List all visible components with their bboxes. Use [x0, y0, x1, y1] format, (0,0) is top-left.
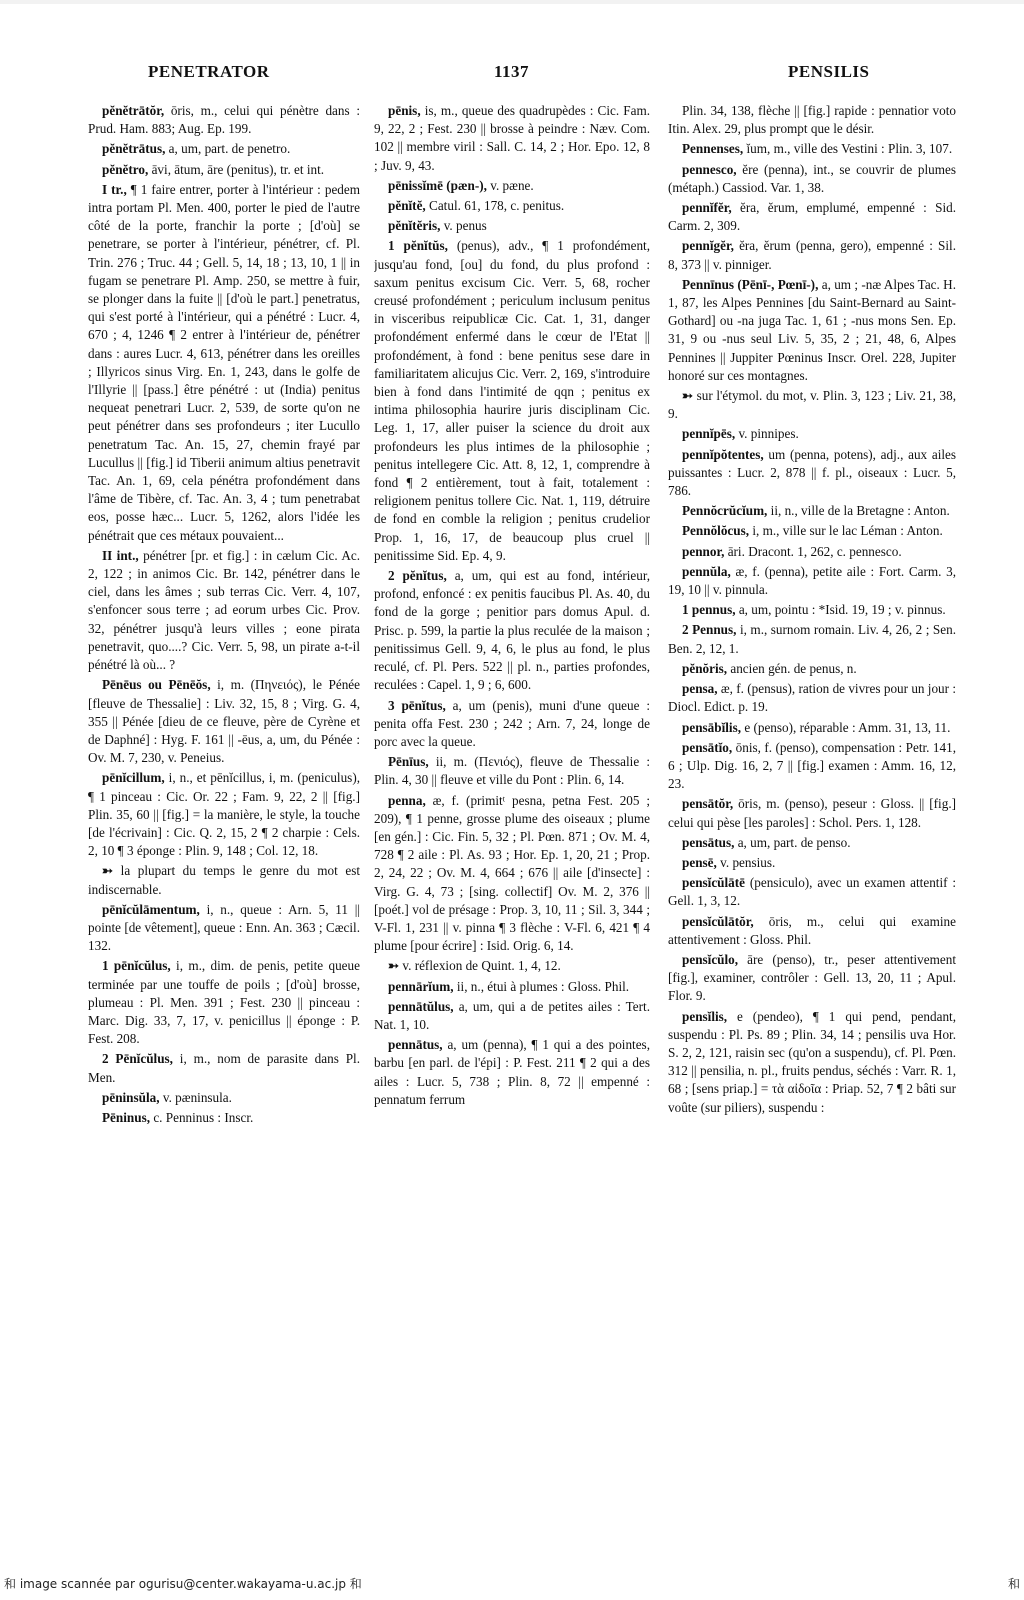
dictionary-entry — [668, 161, 956, 197]
entry-definition: a, um, part. de penetro. — [168, 141, 291, 157]
entry-headword: 2 Pēnĭcŭlus, — [102, 1051, 173, 1067]
entry-definition: pénétrer [pr. et fig.] : in cælum Cic. Ac. 2, 122 ; in animos Cic. Br. 142, pénétrer dans le ciel, dans les âmes ; sub terras Cic. Verr. 4, 107, s'enfoncer sous terre ; ad eorum urbes Cic. Prov. 32, pénétrer jusqu'à leurs villes ; eone pirata penetravit, quo....? Cic. Verr. 5, 98, un pirate a-t-il pénétré là où... ? — [88, 547, 360, 673]
entry-headword: pennŭla, — [682, 563, 731, 579]
entry-definition: ancien gén. de penus, n. — [730, 660, 857, 676]
entry-headword: pennĭpŏtentes, — [682, 446, 764, 462]
scan-mark: 和 — [1007, 1577, 1020, 1591]
dictionary-entry — [88, 102, 360, 138]
entry-definition: a, um, qui est au fond, intérieur, profond, enfoncé : ex penitis faucibus Pl. As. 40, du fond de la gorge ; penitior pars domus Apul. d. Prisc. p. 599, la partie la plus reculée de la maison ; penitissimus Gell. 9, 4, 6, le plus au fond, le plus reculé, cf. Pl. Pers. 522 || pl. n., parties profondes, reculées : Capel. 1, 9 ; 6, 600. — [374, 568, 650, 693]
entry-headword: pennesco, — [682, 161, 737, 177]
dictionary-entry — [668, 543, 956, 561]
entry-headword: ➳ — [102, 863, 114, 879]
entry-definition: a, um, qui a de petites ailes : Tert. Nat. 1, 10. — [374, 998, 650, 1032]
entry-headword: pennātus, — [388, 1037, 443, 1053]
dictionary-entry — [88, 901, 360, 956]
dictionary-entry — [88, 1089, 360, 1107]
dictionary-entry — [88, 1050, 360, 1086]
dictionary-entry — [88, 181, 360, 545]
dictionary-entry — [374, 998, 650, 1034]
dictionary-entry — [668, 425, 956, 443]
dictionary-entry — [668, 140, 956, 158]
entry-headword: pensĭcŭlo, — [682, 951, 739, 967]
entry-headword: Pennīnus (Pēnī-, Pœnī-), — [682, 276, 819, 292]
entry-definition: ōris, m., celui qui pénètre dans : Prud. Ham. 883; Aug. Ep. 199. — [88, 103, 360, 137]
entry-definition: ĕre (penna), int., se couvrir de plumes (métaph.) Cassiod. Var. 1, 38. — [668, 161, 956, 195]
entry-definition: v. pæne. — [490, 177, 534, 193]
entry-headword: Pennŏcrŭcĭum, — [682, 503, 768, 519]
entry-definition: æ, f. (pensus), ration de vivres pour un jour : Diocl. Edict. p. 19. — [668, 681, 956, 715]
entry-definition: i, m., dim. de penis, petite queue terminée par une touffe de poils ; [d'où] brosse, plumeau : Pl. Men. 391 ; Fest. 230 || pinceau : Marc. Dig. 33, 7, 17, v. penicillus || éponge : P. Fest. 208. — [88, 958, 360, 1047]
entry-definition: um (penna, potens), adj., aux ailes puissantes : Lucr. 2, 878 || f. pl., oiseaux : Lucr. 5, 786. — [668, 446, 956, 499]
entry-definition: ii, n., étui à plumes : Gloss. Phil. — [456, 978, 630, 994]
entry-headword: Pēnēus ou Pēnēŏs, — [102, 677, 211, 693]
entry-headword: pennātŭlus, — [388, 998, 454, 1014]
entry-definition: v. pinnipes. — [738, 426, 799, 442]
entry-headword: pĕnĕtrātus, — [102, 141, 166, 157]
dictionary-entry — [668, 621, 956, 657]
dictionary-entry — [88, 957, 360, 1048]
entry-headword: 3 pēnĭtus, — [388, 697, 446, 713]
entry-definition: e (pendeo), ¶ 1 qui pend, pendant, suspendu : Pl. Ps. 89 ; Plin. 34, 14 ; pensilis uva Hor. S. 2, 2, 121, raisin sec (qu'on a suspendu), cf. Pl. Pœn. 312 || pensilia, n. pl., fruits pendus, séchés : Varr. R. 1, 68 ; [sens priap.] = τὰ αἰδοῖα : Priap. 52, 7 ¶ 2 bâti sur voûte (sur piliers), suspendu : — [668, 1008, 956, 1115]
entry-definition: sur l'étymol. du mot, v. Plin. 3, 123 ; Liv. 21, 38, 9. — [668, 388, 956, 422]
entry-headword: pensĭcŭlātŏr, — [682, 913, 754, 929]
entry-definition: āre (penso), tr., peser attentivement [fig.], examiner, contrôler : Gell. 13, 20, 11 ; Apul. Flor. 9. — [668, 951, 956, 1004]
dictionary-entry — [88, 161, 360, 179]
dictionary-entry — [374, 567, 650, 694]
dictionary-entry — [88, 769, 360, 860]
entry-definition: v. réflexion de Quint. 1, 4, 12. — [402, 958, 561, 974]
entry-definition: i, m. (Πηνειός), le Pénée [fleuve de Thessalie] : Liv. 32, 15, 8 ; Virg. G. 4, 355 || Pénée [dieu de ce fleuve, père de Cyrène et de Daphné] : Hyg. F. 161 || -ēus, a, um, du Pénée : Ov. M. 7, 230, v. Peneius. — [88, 677, 360, 766]
entry-definition: āvi, ātum, āre (penitus), tr. et int. — [151, 161, 325, 177]
entry-headword: pĕnĕtro, — [102, 161, 149, 177]
entry-headword: pĕnŏris, — [682, 660, 728, 676]
entry-headword: 1 pēnĭcŭlus, — [102, 958, 171, 974]
dictionary-entry — [668, 913, 956, 949]
entry-headword: pennor, — [682, 543, 725, 559]
dictionary-entry — [668, 854, 956, 872]
entry-definition: ii, m. (Πενιός), fleuve de Thessalie : Plin. 4, 30 || fleuve et ville du Pont : Plin. 6, 14. — [374, 754, 650, 788]
dictionary-entry — [668, 795, 956, 831]
entry-headword: pĕnĕtrātŏr, — [102, 103, 165, 118]
entry-definition: ĕra, ĕrum, emplumé, empenné : Sid. Carm. 2, 309. — [668, 200, 956, 234]
dictionary-entry — [88, 140, 360, 158]
dictionary-entry — [668, 601, 956, 619]
entry-headword: Pennŏlŏcus, — [682, 523, 750, 539]
entry-definition: a, um, pointu : *Isid. 19, 19 ; v. pinnus. — [738, 602, 946, 618]
running-header — [0, 62, 1024, 86]
entry-headword: pēnĭcŭlāmentum, — [102, 901, 200, 917]
entry-definition: i, m., nom de parasite dans Pl. Men. — [88, 1051, 360, 1085]
scan-footer — [4, 1575, 1020, 1595]
dictionary-entry — [668, 102, 956, 138]
column-1 — [88, 102, 360, 1574]
dictionary-entry — [374, 957, 650, 975]
dictionary-entry — [668, 522, 956, 540]
entry-headword: pensātŏr, — [682, 796, 734, 812]
entry-headword: pensĭlis, — [682, 1008, 728, 1024]
entry-headword: 2 pĕnĭtus, — [388, 568, 447, 584]
entry-definition: ōnis, f. (penso), compensation : Petr. 141, 6 ; Ulp. Dig. 16, 2, 7 || [fig.] examen : Amm. 16, 12, 23. — [668, 739, 956, 792]
dictionary-entry — [88, 862, 360, 898]
dictionary-entry — [374, 753, 650, 789]
entry-definition: Plin. 34, 138, flèche || [fig.] rapide : pennatior voto Itin. Alex. 29, plus prompt que le désir. — [668, 103, 956, 137]
dictionary-entry — [374, 197, 650, 215]
entry-headword: ➳ — [682, 388, 694, 404]
scan-edge — [0, 0, 1024, 4]
entry-headword: pennārĭum, — [388, 978, 454, 994]
dictionary-entry — [668, 660, 956, 678]
entry-definition: ii, n., ville de la Bretagne : Anton. — [770, 503, 950, 519]
entry-definition: v. penus — [443, 218, 487, 234]
dictionary-entry — [374, 237, 650, 565]
dictionary-entry — [668, 276, 956, 385]
entry-definition: i, m., ville sur le lac Léman : Anton. — [752, 523, 943, 539]
entry-definition: i, n., et pēnĭcillus, i, m. (peniculus), ¶ 1 pinceau : Cic. Or. 22 ; Fam. 9, 22, 2 || [fig.] Plin. 35, 60 || [fig.] = la manière, le style, la touche [de l'écrivain] : Cic. Q. 2, 15, 2 ¶ 2 charpie : Cels. 2, 10 ¶ 3 éponge : Plin. 9, 148 ; Col. 12, 18. — [88, 770, 360, 859]
entry-definition: ĭum, m., ville des Vestini : Plin. 3, 107. — [746, 141, 953, 157]
entry-headword: pennĭgĕr, — [682, 238, 734, 254]
dictionary-entry — [668, 446, 956, 501]
entry-definition: e (penso), réparable : Amm. 31, 13, 11. — [744, 719, 951, 735]
entry-definition: v. pensius. — [720, 854, 776, 870]
dictionary-entry — [374, 217, 650, 235]
dictionary-entry — [374, 1036, 650, 1109]
column-3 — [668, 102, 956, 1574]
entry-definition: (penus), adv., ¶ 1 profondément, jusqu'au fond, [ou] du fond, du plus profond : saxum penitus excisum Cic. Verr. 5, 68, rocher creusé profondément ; periculum inclusum penitus in visceribus reipublicæ Cic. Cat. 1, 31, danger profondément enfermé dans le cœur de l'Etat || profondément, à fond : bene penitus sese dare in familiaritatem alicujus Cic. Verr. 2, 169, s'introduire bien à fond dans l'intimité de qqn ; penitus ex intima philosophia haurire juris disciplinam Cic. Leg. 1, 17, aller puiser la science du droit aux profondeurs les plus intimes de la philosophie ; penitus intellegere Cic. Att. 8, 12, 1, comprendre à fond ¶ 2 entièrement, tout à fait, totalement : religionem penitus tollere Cic. Nat. 1, 119, détruire de fond en comble la religion ; penitus crudelior Prop. 1, 16, 17, de beaucoup plus cruel || penitissime Sid. Ep. 4, 9. — [374, 238, 650, 563]
entry-definition: æ, f. (penna), petite aile : Fort. Carm. 3, 19, 10 || v. pinnula. — [668, 563, 956, 598]
entry-definition: a, um ; -næ Alpes Tac. H. 1, 87, les Alpes Pennines [du Saint-Bernard au Saint-Gothard] ou -na juga Tac. 1, 61 ; -nus mons Sen. Ep. 31, 9 ou -nus seul Liv. 5, 35, 2 ; 21, 48, 6, Alpes Pennines || Juppiter Pœninus Inscr. Orel. 228, Jupiter honoré sur ces montagnes. — [668, 276, 956, 383]
header-first-word: PENETRATOR — [148, 62, 270, 81]
dictionary-entry — [668, 563, 956, 599]
dictionary-entry — [668, 834, 956, 852]
entry-definition: i, m., surnom romain. Liv. 4, 26, 2 ; Sen. Ben. 2, 12, 1. — [668, 622, 956, 656]
entry-headword: pēnis, — [388, 103, 421, 118]
dictionary-entry — [374, 978, 650, 996]
entry-headword: 2 Pennus, — [682, 622, 737, 638]
entry-definition: la plupart du temps le genre du mot est indiscernable. — [88, 863, 360, 897]
entry-headword: pēnissĭmē (pæn-), — [388, 177, 487, 193]
scan-credit: 和 image scannée par ogurisu@center.wakayama-u.ac.jp 和 — [4, 1577, 362, 1591]
entry-headword: pensa, — [682, 681, 718, 697]
entry-headword: 1 pennus, — [682, 602, 736, 618]
entry-headword: ➳ — [388, 958, 400, 974]
entry-definition: (pensiculo), avec un examen attentif : Gell. 1, 3, 12. — [668, 875, 956, 909]
entry-headword: pĕnĭtĕ, — [388, 198, 426, 214]
entry-headword: II int., — [102, 547, 139, 563]
entry-headword: pensātĭo, — [682, 739, 733, 755]
dictionary-entry — [668, 680, 956, 716]
entry-definition: ōris, m., celui qui examine attentivement : Gloss. Phil. — [668, 913, 956, 947]
dictionary-entry — [668, 237, 956, 273]
dictionary-entry — [374, 792, 650, 956]
dictionary-entry — [88, 676, 360, 767]
header-last-word: PENSILIS — [788, 62, 870, 81]
entry-headword: pēninsŭla, — [102, 1089, 160, 1105]
entry-headword: pensātus, — [682, 834, 735, 850]
entry-headword: I tr., — [102, 181, 127, 197]
dictionary-entry — [668, 1008, 956, 1117]
dictionary-entry — [88, 547, 360, 674]
page-number: 1137 — [494, 62, 530, 81]
entry-headword: Pēninus, — [102, 1109, 151, 1125]
entry-definition: i, n., queue : Arn. 5, 11 || pointe [de vêtement], queue : Enn. An. 363 ; Cæcil. 132. — [88, 901, 360, 954]
entry-definition: a, um (penna), ¶ 1 qui a des pointes, barbu [en parl. de l'épi] : P. Fest. 211 ¶ 2 qui a des ailes : Lucr. 5, 738 ; Plin. 8, 72 || empenné : pennatum ferrum — [374, 1037, 650, 1107]
entry-definition: āri. Dracont. 1, 262, c. pennesco. — [727, 543, 902, 559]
entry-headword: pensābĭlis, — [682, 719, 742, 735]
entry-definition: c. Penninus : Inscr. — [153, 1109, 254, 1125]
entry-definition: ĕra, ĕrum (penna, gero), empenné : Sil. 8, 373 || v. pinniger. — [668, 238, 956, 272]
entry-headword: pēnĭcillum, — [102, 770, 165, 786]
dictionary-entry — [668, 387, 956, 423]
entry-headword: pennĭpēs, — [682, 426, 736, 442]
entry-definition: v. pæninsula. — [162, 1089, 232, 1105]
column-2 — [374, 102, 650, 1574]
entry-definition: a, um (penis), muni d'une queue : penita offa Fest. 230 ; 242 ; Arn. 7, 24, longe de porc avec la queue. — [374, 697, 650, 749]
dictionary-entry — [374, 102, 650, 175]
dictionary-entry — [88, 1109, 360, 1127]
entry-headword: pensĭcŭlātē — [682, 875, 746, 891]
entry-definition: a, um, part. de penso. — [737, 834, 851, 850]
entry-headword: pennĭfĕr, — [682, 200, 732, 216]
entry-definition: Catul. 61, 178, c. penitus. — [429, 198, 565, 214]
dictionary-entry — [374, 177, 650, 195]
dictionary-entry — [668, 874, 956, 910]
entry-headword: penna, — [388, 792, 426, 808]
entry-definition: is, m., queue des quadrupèdes : Cic. Fam. 9, 22, 2 ; Fest. 230 || brosse à peindre : Næv. Com. 102 || membre viril : Sall. C. 14, 2 ; Hor. Epo. 12, 8 ; Juv. 9, 43. — [374, 103, 650, 173]
entry-definition: ōris, m. (penso), peseur : Gloss. || [fig.] celui qui pèse [les paroles] : Schol. Pers. 1, 128. — [668, 796, 956, 830]
entry-definition: æ, f. (primitᵗ pesna, petna Fest. 205 ; 209), ¶ 1 penne, grosse plume des oiseaux ; plume [en gén.] : Cic. Fin. 5, 32 ; Pl. Pœn. 871 ; Ov. M. 4, 728 ¶ 2 aile : Pl. As. 93 ; Hor. Ep. 1, 20, 21 ; Prop. 2, 24, 22 ; Ov. M. 4, 664 ; 676 || aile [d'insecte] : Virg. G. 4, 73 ; [sing. collectif] Ov. M. 2, 376 || [poét.] vol de présage : Prop. 3, 10, 11 ; Sil. 3, 344 ; V-Fl. 1, 231 || v. pinna ¶ 3 flèche : V-Fl. 6, 421 ¶ 4 plume [pour écrire] : Isid. Orig. 6, 14. — [374, 792, 650, 954]
dictionary-entry — [668, 719, 956, 737]
dictionary-entry — [668, 951, 956, 1006]
dictionary-entry — [668, 502, 956, 520]
entry-headword: pĕnĭtĕris, — [388, 218, 441, 234]
entry-definition: ¶ 1 faire entrer, porter à l'intérieur : pedem intra portam Pl. Men. 400, porter le pied de l'autre côté de la porte, franchir la porte ; [d'où] se penetrare, se porter à l'intérieur, pénétrer, cf. Pl. Trin. 276 ; Truc. 44 ; Gell. 5, 14, 18 ; 13, 10, 1 || in fugam se penetrare Pl. Amp. 250, se mettre à fuir, se plonger dans la fuite || [d'où le part.] penetratus, qui s'est porté à l'intérieur, qui a pénétré : Lucr. 4, 670 ; 4, 1246 ¶ 2 entrer à l'intérieur de, pénétrer dans : aures Lucr. 4, 613, pénétrer dans les oreilles ; Illyricos sinus Virg. En. 1, 243, dans le golfe de l'Illyrie || [pass.] être pénétré : ut (India) penitus nequeat penetrari Lucr. 2, 539, de sorte qu'on ne peut pénétrer dans ses profondeurs ; iter Lucullo penetratum Tac. An. 15, 27, chemin frayé par Lucullus || [fig.] id Tiberii animum altius penetravit Tac. An. 1, 69, cela pénétra profondément dans l'âme de Tibère, cf. Tac. An. 3, 4 ; tum penetrabat eos, posse hæc... Lucr. 5, 1262, alors l'idée les pénétrait que ces métaux pouvaient... — [88, 181, 360, 543]
entry-headword: Pennenses, — [682, 141, 744, 157]
dictionary-entry — [668, 739, 956, 794]
entry-headword: 1 pĕnĭtŭs, — [388, 238, 448, 254]
entry-headword: Pēnīus, — [388, 754, 429, 770]
entry-headword: pensē, — [682, 854, 717, 870]
dictionary-entry — [374, 697, 650, 752]
dictionary-entry — [668, 199, 956, 235]
